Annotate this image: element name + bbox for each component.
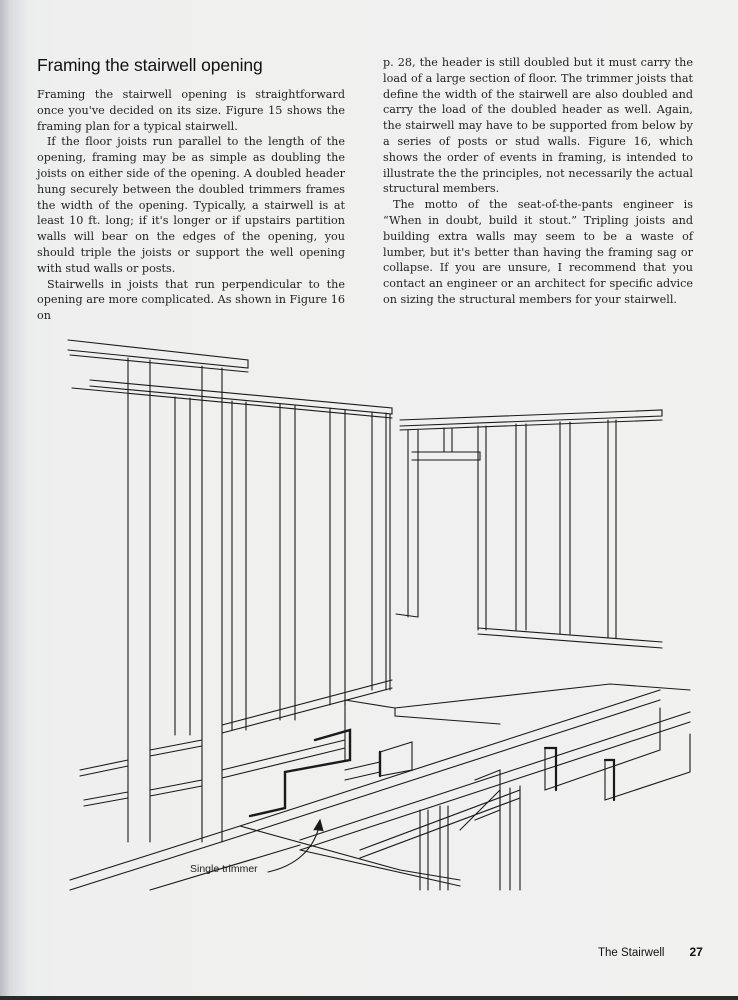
paragraph: p. 28, the header is still doubled but it must carry the load of a large section of floor. The trimmer joists that define the width of the stairwell are also doubled and carry the load of the doubled header as well. Again, the stairwell may have to be supported from below by a series of posts or stud walls. Figure 16, which shows the order of events in framing, is intended to illustrate the the principles, not necessarily the actual structural members. [383,56,693,196]
page-footer [598,945,703,959]
left-text-column [37,87,345,324]
section-heading: Framing the stairwell opening [37,55,263,75]
page-number: 27 [689,945,703,959]
paragraph: If the floor joists run parallel to the length of the opening, framing may be as simple as doubling the joists on either side of the opening. A doubled header hung securely between the doubled trimmers frames the width of the opening. Typically, a stairwell is at least 10 ft. long; if it's longer or if upstairs partition walls will bear on the edges of the opening, you should triple the joists or support the well opening with stud walls or posts. [37,135,345,275]
running-title: The Stairwell [598,947,665,959]
paragraph: The motto of the seat-of-the-pants engineer is “When in doubt, build it stout.” Tripling joists and building extra walls may seem to be a waste of lumber, but it's better than having the framing sag or collapse. If you are unsure, I recommend that you contact an engineer or an architect for specific advice on sizing the structural members for your stairwell. [383,198,693,306]
paragraph: Stairwells in joists that run perpendicular to the opening are more complicated. As shown in Figure 16 on [37,277,345,323]
right-text-column [383,55,693,308]
stairwell-framing-illustration [0,320,738,900]
figure-callout-label: Single trimmer [190,863,258,875]
paragraph: Framing the stairwell opening is straightforward once you've decided on its size. Figure 15 shows the framing plan for a typical stairwell. [37,88,345,133]
